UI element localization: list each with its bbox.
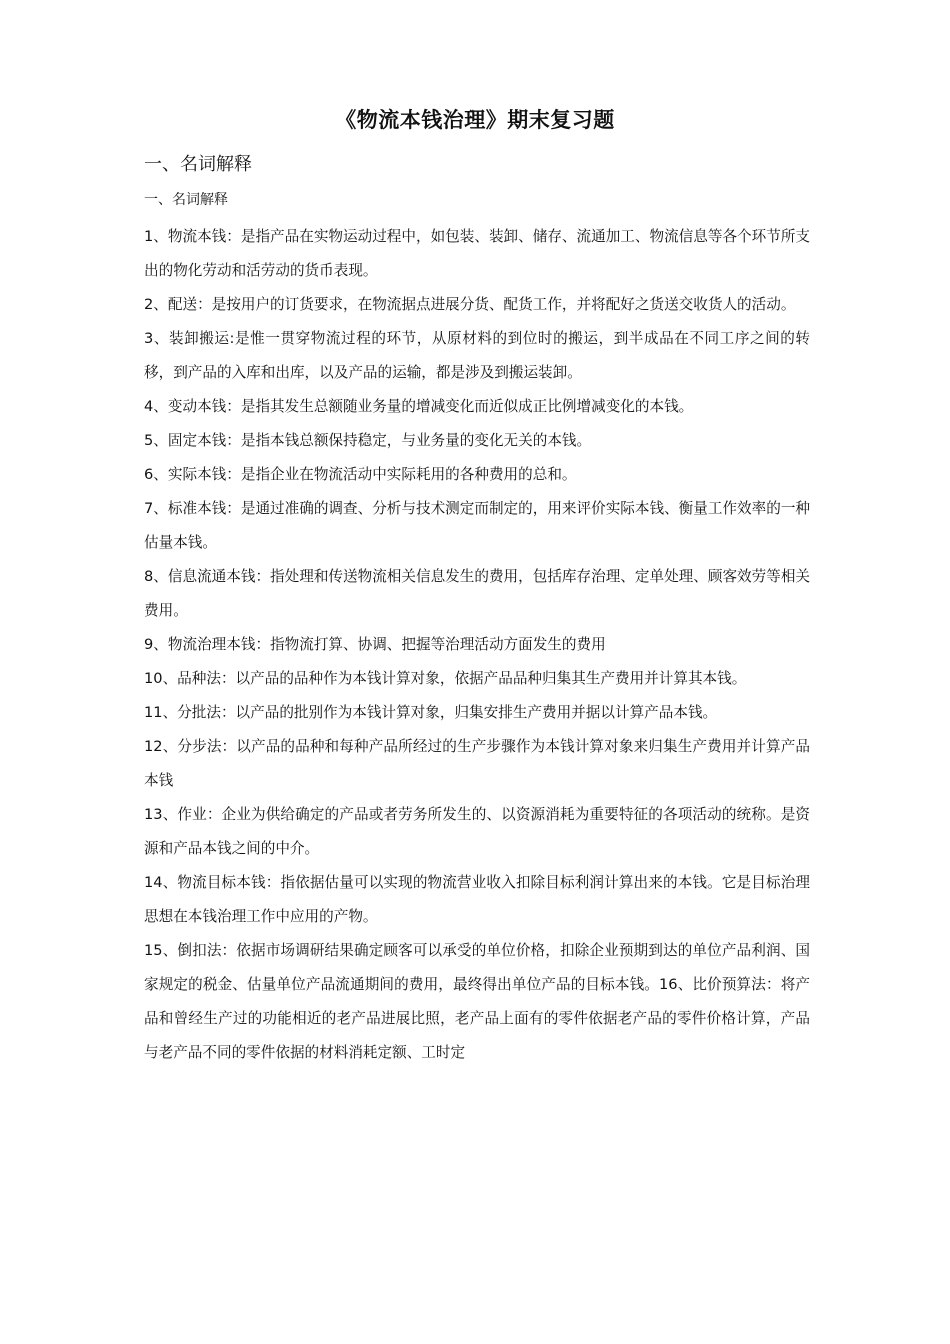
definition-entry: 11、分批法：以产品的批别作为本钱计算对象，归集安排生产费用并据以计算产品本钱。: [144, 704, 718, 721]
definition-entry: 2、配送：是按用户的订货要求，在物流据点进展分货、配货工作，并将配好之货送交收货人的活动。: [144, 296, 796, 313]
definition-entry: 6、实际本钱：是指企业在物流活动中实际耗用的各种费用的总和。: [144, 466, 577, 483]
definition-entry: 12、分步法：以产品的品种和每种产品所经过的生产步骤作为本钱计算对象来归集生产费用并计算产品本钱: [144, 738, 810, 789]
definition-entry: 3、装卸搬运:是惟一贯穿物流过程的环节，从原材料的到位时的搬运，到半成品在不同工序之间的转移，到产品的入库和出库，以及产品的运输，都是涉及到搬运装卸。: [144, 330, 810, 381]
definition-entry: 4、变动本钱：是指其发生总额随业务量的增减变化而近似成正比例增减变化的本钱。: [144, 398, 694, 415]
definition-entry: 14、物流目标本钱：指依据估量可以实现的物流营业收入扣除目标利润计算出来的本钱。它是目标治理思想在本钱治理工作中应用的产物。: [144, 874, 810, 925]
document-title: 《物流本钱治理》期末复习题: [335, 108, 615, 132]
sub-heading: 一、名词解释: [144, 192, 228, 208]
definition-entry: 8、信息流通本钱：指处理和传送物流相关信息发生的费用，包括库存治理、定单处理、顾客效劳等相关费用。: [144, 568, 811, 619]
definition-entry: 1、物流本钱：是指产品在实物运动过程中，如包装、装卸、储存、流通加工、物流信息等各个环节所支出的物化劳动和活劳动的货币表现。: [144, 228, 811, 279]
definition-entry: 15、倒扣法：依据市场调研结果确定顾客可以承受的单位价格，扣除企业预期到达的单位产品利润、国家规定的税金、估量单位产品流通期间的费用，最终得出单位产品的目标本钱。16、比价预算法：将产品和曾经生产过的功能相近的老产品进展比照，老产品上面有的零件依据老产品的零件价格计算，产品与老产品不同的零件依据的材料消耗定额、工时定: [144, 942, 810, 1061]
section-heading: 一、名词解释: [144, 154, 252, 175]
definition-entry: 9、物流治理本钱：指物流打算、协调、把握等治理活动方面发生的费用: [144, 636, 606, 653]
definition-entry: 7、标准本钱：是通过准确的调查、分析与技术测定而制定的，用来评价实际本钱、衡量工作效率的一种估量本钱。: [144, 500, 811, 551]
definition-entry: 10、品种法：以产品的品种作为本钱计算对象，依据产品品种归集其生产费用并计算其本钱。: [144, 670, 747, 687]
definition-entry: 13、作业：企业为供给确定的产品或者劳务所发生的、以资源消耗为重要特征的各项活动的统称。是资源和产品本钱之间的中介。: [144, 806, 810, 857]
definitions-list: [144, 220, 810, 1070]
definition-entry: 5、固定本钱：是指本钱总额保持稳定，与业务量的变化无关的本钱。: [144, 432, 592, 449]
